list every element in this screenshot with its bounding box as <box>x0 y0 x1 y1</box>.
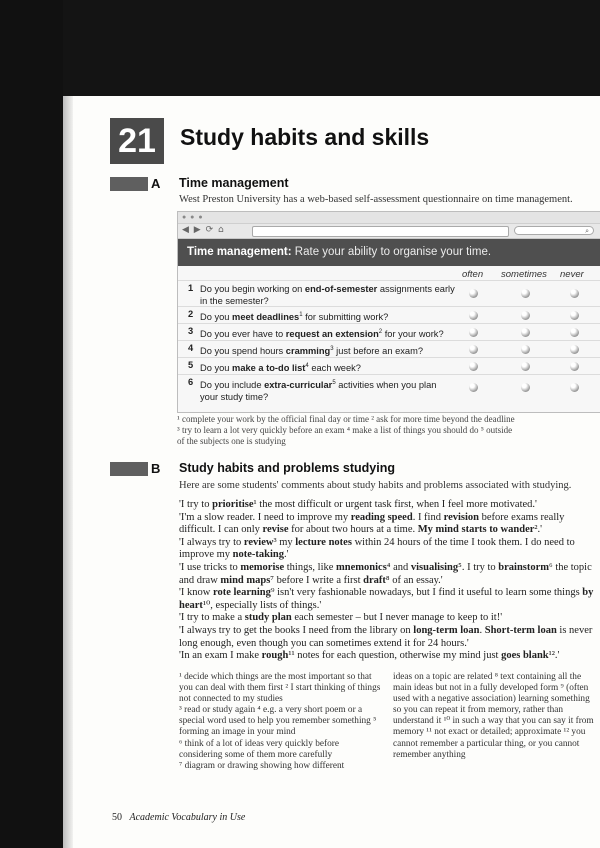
radio-never[interactable] <box>570 345 579 354</box>
question-number: 1 <box>188 283 194 293</box>
search-box[interactable] <box>514 226 594 235</box>
comment-paragraph: 'I always try to review³ my lecture notes within 24 hours of the time I took them. I do need to improve my note-taking.' <box>179 536 575 561</box>
radio-sometimes[interactable] <box>521 362 530 371</box>
question-row <box>178 323 600 340</box>
section-b-intro: Here are some students' comments about study habits and problems associated with studying. <box>179 480 572 491</box>
radio-often[interactable] <box>469 328 478 337</box>
scan-border-top <box>0 0 600 96</box>
search-icon[interactable]: ⌕ <box>585 227 589 235</box>
radio-often[interactable] <box>469 383 478 392</box>
questionnaire-header <box>178 239 600 266</box>
comment-paragraph: 'I always try to get the books I need from the library on long-term loan. Short-term loan is never long enough, even though you can sometimes extend it for 24 hours.' <box>179 624 593 649</box>
question-text: Do you include extra-curricular$^5$ activities when you plan your study time? <box>200 380 437 403</box>
section-b-letter: B <box>151 461 161 476</box>
radio-never[interactable] <box>570 311 579 320</box>
page-footer <box>112 812 245 823</box>
radio-never[interactable] <box>570 289 579 298</box>
section-a-intro: West Preston University has a web-based self-assessment questionnaire on time management. <box>179 194 573 205</box>
question-list <box>178 280 600 403</box>
footnotes-b-right <box>393 672 598 761</box>
question-number: 5 <box>188 360 194 370</box>
book-title: Academic Vocabulary in Use <box>129 812 246 823</box>
page-number: 50 <box>112 812 122 823</box>
question-number: 6 <box>188 377 194 387</box>
question-text: Do you begin working on end-of-semester assignments early in the semester? <box>200 284 455 306</box>
section-b-title: Study habits and problems studying <box>179 461 395 475</box>
student-comments <box>179 499 597 663</box>
unit-title: Study habits and skills <box>180 124 430 150</box>
section-b-bar <box>110 462 148 476</box>
column-sometimes: sometimes <box>501 269 547 280</box>
question-row <box>178 374 600 403</box>
footnote-text: ¹ decide which things are the most important so that you can deal with them first ² I start thinking of things not connected to my studies <box>179 672 381 705</box>
section-a-letter: A <box>151 176 161 191</box>
header-bold: Time management: <box>187 246 292 258</box>
header-rest: Rate your ability to organise your time. <box>291 246 492 258</box>
comment-paragraph: 'I try to make a study plan each semester – but I never manage to keep to it!' <box>179 612 503 624</box>
radio-never[interactable] <box>570 383 579 392</box>
question-text: Do you ever have to request an extension$^2$ for your work? <box>200 329 444 340</box>
radio-often[interactable] <box>469 345 478 354</box>
radio-often[interactable] <box>469 311 478 320</box>
question-number: 4 <box>188 343 194 353</box>
comment-paragraph: 'I'm a slow reader. I need to improve my reading speed. I find revision before exams really difficult. I can only revise for about two hours at a time. My mind starts to wander².' <box>179 511 565 536</box>
radio-often[interactable] <box>469 362 478 371</box>
radio-never[interactable] <box>570 362 579 371</box>
nav-buttons-icon[interactable]: ◀ ▶ ⟳ ⌂ <box>182 225 225 235</box>
question-row <box>178 306 600 323</box>
radio-sometimes[interactable] <box>521 345 530 354</box>
page-gutter <box>63 96 73 848</box>
footnote-text: ideas on a topic are related ⁸ text containing all the main ideas but not in a fully developed form ⁹ (often used with a negative association) learning something so you can repeat it from memory, rather than understand it ¹⁰ in such a way that you can say it from memory ¹¹ not exact or detailed; approximate ¹² you cannot remember a particular thing, or you cannot remember anything <box>393 672 594 760</box>
radio-sometimes[interactable] <box>521 328 530 337</box>
radio-often[interactable] <box>469 289 478 298</box>
address-bar[interactable] <box>252 226 509 237</box>
radio-sometimes[interactable] <box>521 289 530 298</box>
browser-window <box>177 211 600 413</box>
footnote-a-line-1: ¹ complete your work by the official final day or time ² ask for more time beyond the deadline <box>177 414 515 424</box>
footnote-a-line-2: ³ try to learn a lot very quickly before an exam ⁴ make a list of things you should do ⁵ outside <box>177 425 513 435</box>
question-row <box>178 280 600 306</box>
unit-number: 21 <box>110 118 164 164</box>
footnote-text: ³ read or study again ⁴ e.g. a very short poem or a special word used to help you remember something ⁵ forming an image in your mind <box>179 705 377 738</box>
scan-border-left <box>0 0 63 848</box>
question-text: Do you make a to-do list$^4$ each week? <box>200 363 361 374</box>
radio-sometimes[interactable] <box>521 311 530 320</box>
question-row <box>178 357 600 374</box>
column-headers <box>178 266 600 280</box>
browser-title-bar <box>178 212 600 224</box>
radio-never[interactable] <box>570 328 579 337</box>
question-number: 3 <box>188 326 194 336</box>
question-text: Do you spend hours cramming$^3$ just before an exam? <box>200 346 423 357</box>
question-row <box>178 340 600 357</box>
question-number: 2 <box>188 309 194 319</box>
comment-paragraph: 'I try to prioritise¹ the most difficult or urgent task first, when I feel more motivated.' <box>179 499 537 510</box>
comment-paragraph: 'I use tricks to memorise things, like mnemonics⁴ and visualising⁵. I try to brainstorm⁶ the topic and draw mind maps⁷ before I write a first draft⁸ of an essay.' <box>179 561 592 586</box>
column-never: never <box>560 269 584 280</box>
footnotes-b-left <box>179 672 384 772</box>
window-controls-icon[interactable]: ● ● ● <box>182 214 204 221</box>
section-a-title: Time management <box>179 176 289 190</box>
footnote-text: ⁶ think of a lot of ideas very quickly before considering some of them more carefully <box>179 738 339 760</box>
browser-toolbar <box>178 224 600 239</box>
section-a-bar <box>110 177 148 191</box>
comment-paragraph: 'I know rote learning⁹ isn't very fashionable nowadays, but I find it useful to learn some things by heart¹⁰, especially lists of things.' <box>179 587 594 611</box>
column-often: often <box>462 269 484 280</box>
comment-paragraph: 'In an exam I make rough¹¹ notes for each question, otherwise my mind just goes blank¹².' <box>179 650 560 662</box>
question-text: Do you meet deadlines$^1$ for submitting work? <box>200 312 389 323</box>
radio-sometimes[interactable] <box>521 383 530 392</box>
footnote-a-line-3: of the subjects one is studying <box>177 436 286 446</box>
footnote-text: ⁷ diagram or drawing showing how different <box>179 760 345 771</box>
